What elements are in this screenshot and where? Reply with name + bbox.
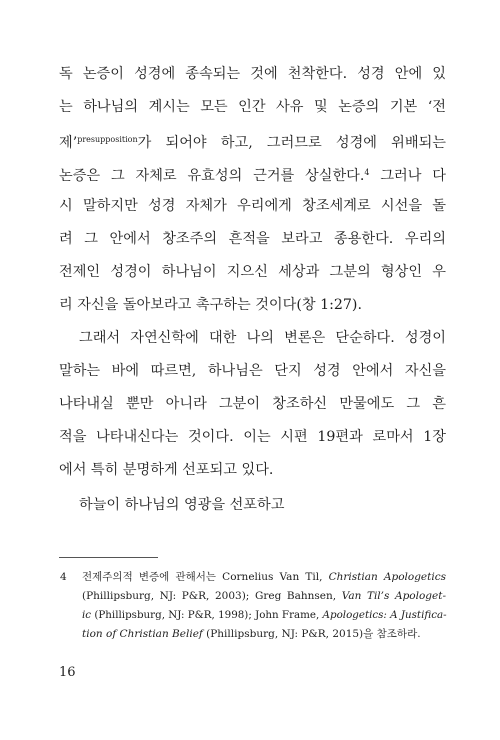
- body-text: 가 되어야 하고, 그러므로 성경에 위배되는: [137, 135, 446, 151]
- footnote-line: [82, 625, 446, 644]
- footnote-line: [82, 606, 446, 625]
- footnote-divider: [59, 557, 158, 558]
- footnote-line: [82, 568, 446, 587]
- footnote-text: 전제주의적 변증에 관해서는 Cornelius Van Til,: [82, 571, 329, 583]
- footnote-book-title: tion of Christian Belief: [82, 628, 203, 640]
- body-line: 그래서 자연신학에 대한 나의 변론은 단순하다. 성경이: [79, 330, 446, 346]
- footnote-text: (Phillipsburg, NJ: P&R, 1998); John Frame,: [91, 609, 323, 621]
- body-line: 에서 특히 분명하게 선포되고 있다.: [59, 462, 274, 478]
- footnote-text: (Phillipsburg, NJ: P&R, 2015)을 참조하라.: [202, 628, 421, 640]
- footnote-book-title: Christian Apologetics: [328, 571, 446, 583]
- body-text: 제’: [59, 135, 78, 151]
- superscript-term: presupposition: [77, 135, 138, 144]
- body-line: [59, 130, 446, 153]
- body-line: 려 그 안에서 창조주의 흔적을 보라고 종용한다. 우리의: [59, 231, 446, 247]
- body-line: 말하는 바에 따르면, 하나님은 단지 성경 안에서 자신을: [59, 363, 446, 379]
- body-line: 는 하나님의 계시는 모든 인간 사유 및 논증의 기본 ‘전: [59, 99, 446, 115]
- footnote-book-title: Van Til’s Apologet-: [341, 590, 446, 602]
- footnote-book-title: ic: [82, 609, 92, 621]
- body-line: 리 자신을 돌아보라고 촉구하는 것이다(창 1:27).: [59, 297, 362, 313]
- footnote-book-title: Apologetics: A Justifica-: [322, 609, 447, 621]
- body-line: 적을 나타내신다는 것이다. 이는 시편 19편과 로마서 1장: [59, 429, 446, 445]
- body-line: [59, 163, 446, 186]
- verse-quotation: 하늘이 하나님의 영광을 선포하고: [79, 497, 285, 513]
- body-line: 전제인 성경이 하나님이 지으신 세상과 그분의 형상인 우: [59, 264, 446, 280]
- body-line: 시 말하지만 성경 자체가 우리에게 창조세계로 시선을 돌: [59, 198, 446, 214]
- body-line: 나타내실 뿐만 아니라 그분이 창조하신 만물에도 그 흔: [59, 396, 446, 412]
- body-text: 논증은 그 자체로 유효성의 근거를 상실한다.: [59, 168, 365, 184]
- page-number: 16: [59, 665, 76, 680]
- footnote-line: [82, 587, 446, 606]
- footnote-marker[interactable]: 4: [364, 168, 370, 177]
- footnote-text: (Phillipsburg, NJ: P&R, 2003); Greg Bahnsen,: [82, 590, 342, 602]
- body-text: 그러나 다: [369, 168, 446, 184]
- footnote-number: 4: [60, 571, 67, 583]
- body-line: 독 논증이 성경에 종속되는 것에 천착한다. 성경 안에 있: [59, 66, 446, 82]
